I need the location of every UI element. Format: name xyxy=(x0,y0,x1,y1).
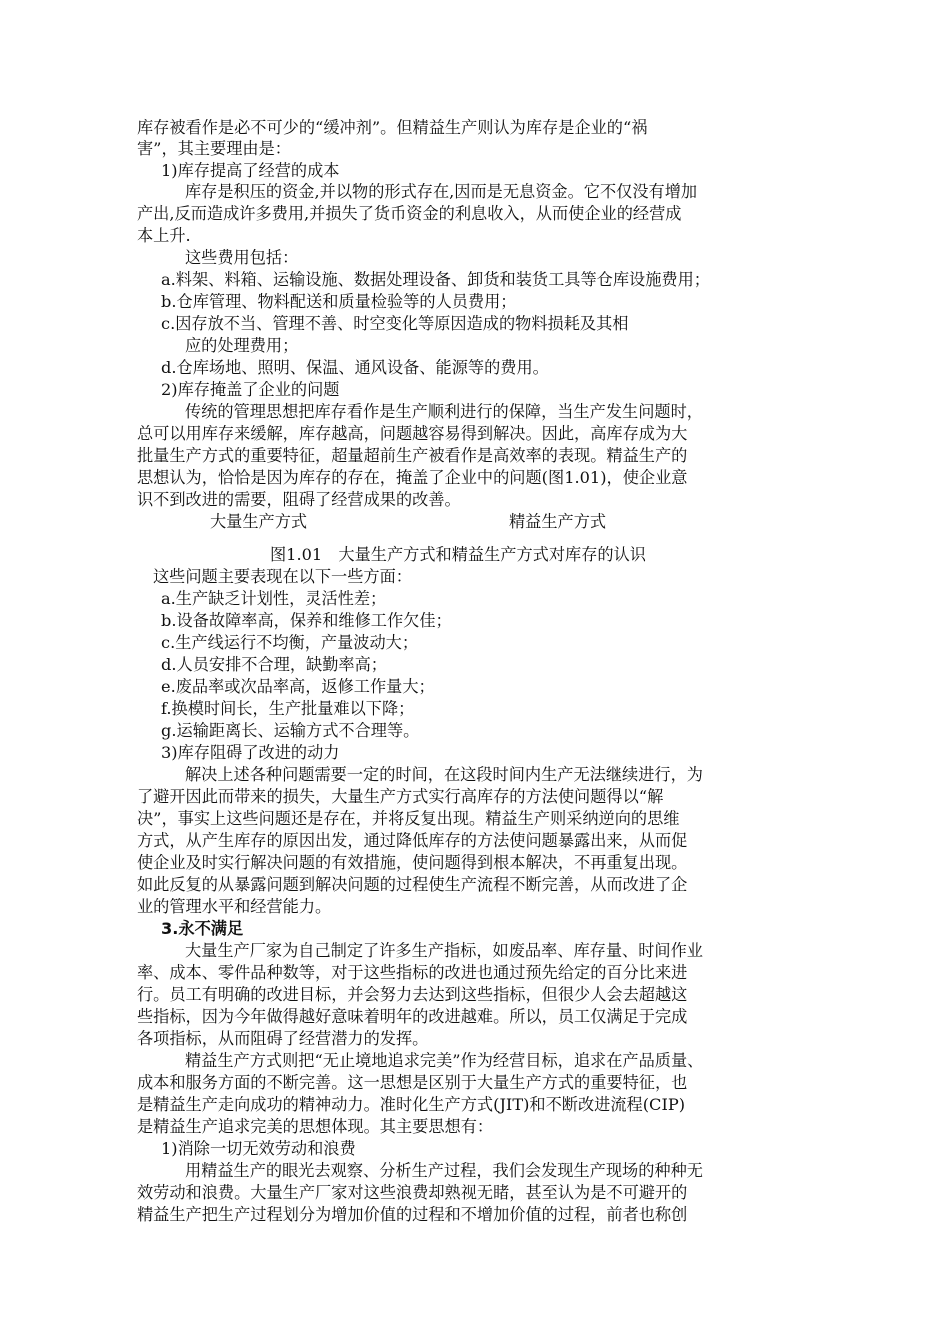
list-item: f.换模时间长，生产批量难以下降； xyxy=(161,699,415,718)
text-line: 传统的管理思想把库存看作是生产顺利进行的保障，当生产发生问题时， xyxy=(185,402,703,421)
text-line: 总可以用库存来缓解，库存越高，问题越容易得到解决。因此，高库存成为大 xyxy=(137,424,688,443)
text-line: 大量生产厂家为自己制定了许多生产指标，如废品率、库存量、时间作业 xyxy=(185,941,703,960)
text-line: 方式，从产生库存的原因出发，通过降低库存的方法使问题暴露出来，从而促 xyxy=(137,831,688,850)
figure-label-right: 精益生产方式 xyxy=(509,512,607,531)
list-item: a.料架、料箱、运输设施、数据处理设备、卸货和装货工具等仓库设施费用； xyxy=(161,270,710,289)
text-line: 各项指标，从而阻碍了经营潜力的发挥。 xyxy=(137,1029,429,1048)
text-line: 3)库存阻碍了改进的动力 xyxy=(161,743,340,762)
text-line: 应的处理费用； xyxy=(185,336,299,355)
text-line: 库存是积压的资金,并以物的形式存在,因而是无息资金。它不仅没有增加 xyxy=(185,182,698,201)
text-line: 批量生产方式的重要特征，超量超前生产被看作是高效率的表现。精益生产的 xyxy=(137,446,688,465)
text-line: 思想认为，恰恰是因为库存的存在，掩盖了企业中的问题(图1.01)，使企业意 xyxy=(137,468,688,487)
text-line: 库存被看作是必不可少的“缓冲剂”。但精益生产则认为库存是企业的“祸 xyxy=(137,118,648,137)
text-line: 精益生产把生产过程划分为增加价值的过程和不增加价值的过程，前者也称创 xyxy=(137,1205,688,1224)
text-line: 业的管理水平和经营能力。 xyxy=(137,897,332,916)
text-line: 些指标，因为今年做得越好意味着明年的改进越难。所以，员工仅满足于完成 xyxy=(137,1007,688,1026)
list-item: b.仓库管理、物料配送和质量检验等的人员费用； xyxy=(161,292,517,311)
text-line: 精益生产方式则把“无止境地追求完美”作为经营目标，追求在产品质量、 xyxy=(185,1051,704,1070)
list-item: g.运输距离长、运输方式不合理等。 xyxy=(161,721,420,740)
text-line: 产出,反而造成许多费用,并损失了货币资金的利息收入，从而使企业的经营成 xyxy=(137,204,682,223)
text-line: 解决上述各种问题需要一定的时间，在这段时间内生产无法继续进行，为 xyxy=(185,765,703,784)
section-heading: 3.永不满足 xyxy=(161,919,244,938)
text-line: 本上升. xyxy=(137,226,191,245)
text-line: 使企业及时实行解决问题的有效措施，使问题得到根本解决，不再重复出现。 xyxy=(137,853,688,872)
list-item: d.仓库场地、照明、保温、通风设备、能源等的费用。 xyxy=(161,358,549,377)
text-line: 这些费用包括： xyxy=(185,248,299,267)
text-line: 行。员工有明确的改进目标，并会努力去达到这些指标，但很少人会去超越这 xyxy=(137,985,688,1004)
text-line: 1)消除一切无效劳动和浪费 xyxy=(161,1139,356,1158)
list-item: a.生产缺乏计划性，灵活性差； xyxy=(161,589,387,608)
list-item: c.生产线运行不均衡，产量波动大； xyxy=(161,633,419,652)
text-line: 2)库存掩盖了企业的问题 xyxy=(161,380,340,399)
text-line: 是精益生产走向成功的精神动力。准时化生产方式(JIT)和不断改进流程(CIP) xyxy=(137,1095,686,1114)
text-line: 成本和服务方面的不断完善。这一思想是区别于大量生产方式的重要特征，也 xyxy=(137,1073,688,1092)
text-line: 了避开因此而带来的损失，大量生产方式实行高库存的方法使问题得以“解 xyxy=(137,787,664,806)
figure-label-left: 大量生产方式 xyxy=(210,512,308,531)
list-item: d.人员安排不合理，缺勤率高； xyxy=(161,655,387,674)
figure-caption: 图1.01 大量生产方式和精益生产方式对库存的认识 xyxy=(270,545,646,564)
text-line: 率、成本、零件品种数等，对于这些指标的改进也通过预先给定的百分比来进 xyxy=(137,963,688,982)
text-line: 害”，其主要理由是： xyxy=(137,139,291,158)
text-line: 如此反复的从暴露问题到解决问题的过程使生产流程不断完善，从而改进了企 xyxy=(137,875,688,894)
list-item: e.废品率或次品率高，返修工作量大； xyxy=(161,677,435,696)
text-line: 决”，事实上这些问题还是存在，并将反复出现。精益生产则采纳逆向的思维 xyxy=(137,809,680,828)
text-line: 效劳动和浪费。大量生产厂家对这些浪费却熟视无睹，甚至认为是不可避开的 xyxy=(137,1183,688,1202)
text-line: 是精益生产追求完美的思想体现。其主要思想有： xyxy=(137,1117,494,1136)
text-line: 识不到改进的需要，阻碍了经营成果的改善。 xyxy=(137,490,461,509)
text-line: 用精益生产的眼光去观察、分析生产过程，我们会发现生产现场的种种无 xyxy=(185,1161,703,1180)
list-item: c.因存放不当、管理不善、时空变化等原因造成的物料损耗及其相 xyxy=(161,314,629,333)
text-line: 1)库存提高了经营的成本 xyxy=(161,161,340,180)
list-item: b.设备故障率高，保养和维修工作欠佳； xyxy=(161,611,452,630)
text-line: 这些问题主要表现在以下一些方面： xyxy=(153,567,412,586)
